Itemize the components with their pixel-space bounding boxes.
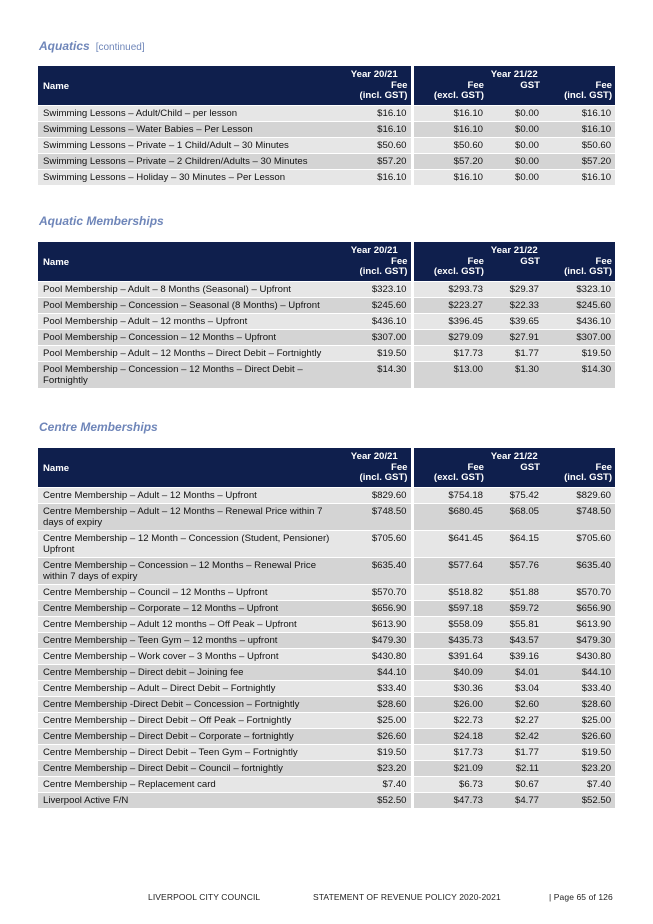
row-fee-excl: $396.45 <box>412 313 487 329</box>
row-fee-incl: $19.50 <box>543 744 615 760</box>
header-year-curr: Year 21/22 <box>412 242 615 257</box>
row-fee-excl: $223.27 <box>412 297 487 313</box>
centre-memberships-table <box>38 448 615 808</box>
row-fee-excl: $518.82 <box>412 584 487 600</box>
row-fee-incl: $705.60 <box>543 530 615 557</box>
row-fee-incl-prev: $307.00 <box>338 329 412 345</box>
row-gst: $1.77 <box>487 744 543 760</box>
table-row <box>38 169 615 185</box>
row-fee-incl-prev: $57.20 <box>338 153 412 169</box>
row-name: Centre Membership – Council – 12 Months – Upfront <box>38 584 338 600</box>
row-gst: $75.42 <box>487 487 543 503</box>
row-fee-incl-prev: $33.40 <box>338 680 412 696</box>
row-fee-excl: $680.45 <box>412 503 487 530</box>
row-gst: $1.77 <box>487 345 543 361</box>
header-gst: GST <box>487 257 543 282</box>
row-fee-incl: $748.50 <box>543 503 615 530</box>
row-fee-excl: $279.09 <box>412 329 487 345</box>
row-fee-excl: $24.18 <box>412 728 487 744</box>
row-fee-incl-prev: $50.60 <box>338 137 412 153</box>
row-name: Centre Membership – Work cover – 3 Months – Upfront <box>38 648 338 664</box>
table-row <box>38 712 615 728</box>
table-row <box>38 680 615 696</box>
row-gst: $51.88 <box>487 584 543 600</box>
row-fee-incl: $14.30 <box>543 361 615 388</box>
header-name: Name <box>38 448 338 487</box>
table-row <box>38 153 615 169</box>
header-year-prev: Year 20/21 <box>338 448 412 463</box>
row-fee-incl: $16.10 <box>543 105 615 121</box>
table-row <box>38 664 615 680</box>
row-fee-incl: $613.90 <box>543 616 615 632</box>
row-fee-incl: $19.50 <box>543 345 615 361</box>
aquatics-table <box>38 66 615 185</box>
header-fee-excl: Fee (excl. GST) <box>412 463 487 488</box>
row-fee-excl: $16.10 <box>412 121 487 137</box>
header-fee-incl: Fee (incl. GST) <box>543 81 615 106</box>
row-gst: $1.30 <box>487 361 543 388</box>
row-name: Centre Membership – Direct Debit – Teen Gym – Fortnightly <box>38 744 338 760</box>
row-fee-excl: $754.18 <box>412 487 487 503</box>
row-fee-excl: $22.73 <box>412 712 487 728</box>
row-name: Pool Membership – Adult – 12 months – Upfront <box>38 313 338 329</box>
row-gst: $0.00 <box>487 137 543 153</box>
row-fee-incl-prev: $25.00 <box>338 712 412 728</box>
row-fee-incl: $307.00 <box>543 329 615 345</box>
row-gst: $55.81 <box>487 616 543 632</box>
row-fee-incl: $430.80 <box>543 648 615 664</box>
table-row <box>38 137 615 153</box>
table-row <box>38 648 615 664</box>
row-fee-incl-prev: $635.40 <box>338 557 412 584</box>
table-row <box>38 792 615 808</box>
header-gst: GST <box>487 81 543 106</box>
header-year-prev: Year 20/21 <box>338 66 412 81</box>
row-gst: $43.57 <box>487 632 543 648</box>
aquatic-memberships-table <box>38 242 615 388</box>
row-fee-incl-prev: $656.90 <box>338 600 412 616</box>
row-fee-incl: $57.20 <box>543 153 615 169</box>
section-title-aquatic-memberships <box>39 214 164 228</box>
header-gst: GST <box>487 463 543 488</box>
row-fee-incl-prev: $829.60 <box>338 487 412 503</box>
row-fee-incl: $479.30 <box>543 632 615 648</box>
row-fee-excl: $641.45 <box>412 530 487 557</box>
header-fee-incl-prev: Fee (incl. GST) <box>338 257 412 282</box>
row-fee-excl: $26.00 <box>412 696 487 712</box>
row-fee-incl-prev: $613.90 <box>338 616 412 632</box>
row-fee-incl: $26.60 <box>543 728 615 744</box>
table-row <box>38 121 615 137</box>
row-fee-excl: $577.64 <box>412 557 487 584</box>
continued-label: [continued] <box>95 42 145 53</box>
row-fee-incl-prev: $28.60 <box>338 696 412 712</box>
row-gst: $0.00 <box>487 121 543 137</box>
row-fee-excl: $40.09 <box>412 664 487 680</box>
row-gst: $29.37 <box>487 281 543 297</box>
table-row <box>38 281 615 297</box>
row-fee-incl: $44.10 <box>543 664 615 680</box>
section-title-aquatics <box>39 39 145 53</box>
row-fee-excl: $391.64 <box>412 648 487 664</box>
table-row <box>38 105 615 121</box>
row-name: Centre Membership – Adult – 12 Months – Upfront <box>38 487 338 503</box>
row-fee-excl: $17.73 <box>412 744 487 760</box>
row-name: Centre Membership – Adult – Direct Debit – Fortnightly <box>38 680 338 696</box>
row-fee-incl-prev: $16.10 <box>338 121 412 137</box>
row-fee-incl-prev: $26.60 <box>338 728 412 744</box>
row-name: Swimming Lessons – Holiday – 30 Minutes – Per Lesson <box>38 169 338 185</box>
row-fee-incl-prev: $748.50 <box>338 503 412 530</box>
row-name: Pool Membership – Concession – 12 Months – Direct Debit – Fortnightly <box>38 361 338 388</box>
row-fee-excl: $435.73 <box>412 632 487 648</box>
row-fee-excl: $13.00 <box>412 361 487 388</box>
row-fee-incl-prev: $245.60 <box>338 297 412 313</box>
row-gst: $57.76 <box>487 557 543 584</box>
table-row <box>38 557 615 584</box>
row-fee-excl: $21.09 <box>412 760 487 776</box>
row-name: Centre Membership – Direct Debit – Corporate – fortnightly <box>38 728 338 744</box>
header-year-prev: Year 20/21 <box>338 242 412 257</box>
row-gst: $68.05 <box>487 503 543 530</box>
row-gst: $2.60 <box>487 696 543 712</box>
table-row <box>38 361 615 388</box>
row-gst: $39.65 <box>487 313 543 329</box>
row-fee-incl: $16.10 <box>543 169 615 185</box>
row-fee-incl-prev: $7.40 <box>338 776 412 792</box>
table-row <box>38 600 615 616</box>
table-row <box>38 503 615 530</box>
row-gst: $3.04 <box>487 680 543 696</box>
row-name: Centre Membership – Adult 12 months – Off Peak – Upfront <box>38 616 338 632</box>
row-gst: $0.00 <box>487 169 543 185</box>
row-fee-excl: $293.73 <box>412 281 487 297</box>
row-name: Centre Membership – Replacement card <box>38 776 338 792</box>
row-gst: $2.11 <box>487 760 543 776</box>
row-fee-incl-prev: $19.50 <box>338 345 412 361</box>
row-fee-incl: $7.40 <box>543 776 615 792</box>
section-title-text: Aquatic Memberships <box>39 214 164 228</box>
row-fee-excl: $30.36 <box>412 680 487 696</box>
row-fee-incl-prev: $570.70 <box>338 584 412 600</box>
row-fee-incl: $245.60 <box>543 297 615 313</box>
table-row <box>38 632 615 648</box>
row-fee-incl: $50.60 <box>543 137 615 153</box>
row-fee-incl: $28.60 <box>543 696 615 712</box>
header-year-curr: Year 21/22 <box>412 448 615 463</box>
row-fee-excl: $17.73 <box>412 345 487 361</box>
row-fee-incl-prev: $44.10 <box>338 664 412 680</box>
row-fee-incl: $23.20 <box>543 760 615 776</box>
header-fee-excl: Fee (excl. GST) <box>412 257 487 282</box>
row-name: Swimming Lessons – Water Babies – Per Lesson <box>38 121 338 137</box>
footer-doc-title: STATEMENT OF REVENUE POLICY 2020-2021 <box>313 892 501 902</box>
row-name: Centre Membership – Corporate – 12 Months – Upfront <box>38 600 338 616</box>
footer-page-number: | Page 65 of 126 <box>549 892 613 902</box>
table-row <box>38 760 615 776</box>
table-row <box>38 297 615 313</box>
row-fee-incl: $16.10 <box>543 121 615 137</box>
row-fee-incl-prev: $23.20 <box>338 760 412 776</box>
row-name: Centre Membership – 12 Month – Concession (Student, Pensioner) Upfront <box>38 530 338 557</box>
row-fee-incl-prev: $479.30 <box>338 632 412 648</box>
row-name: Centre Membership – Teen Gym – 12 months – upfront <box>38 632 338 648</box>
header-year-curr: Year 21/22 <box>412 66 615 81</box>
row-fee-incl-prev: $14.30 <box>338 361 412 388</box>
row-name: Pool Membership – Concession – Seasonal (8 Months) – Upfront <box>38 297 338 313</box>
row-fee-incl-prev: $16.10 <box>338 169 412 185</box>
section-title-centre-memberships <box>39 420 158 434</box>
row-gst: $22.33 <box>487 297 543 313</box>
table-row <box>38 487 615 503</box>
row-name: Pool Membership – Concession – 12 Months – Upfront <box>38 329 338 345</box>
row-gst: $2.42 <box>487 728 543 744</box>
header-fee-excl: Fee (excl. GST) <box>412 81 487 106</box>
row-gst: $4.01 <box>487 664 543 680</box>
row-fee-excl: $50.60 <box>412 137 487 153</box>
table-row <box>38 728 615 744</box>
header-fee-incl-prev: Fee (incl. GST) <box>338 81 412 106</box>
row-fee-incl: $25.00 <box>543 712 615 728</box>
row-fee-incl: $323.10 <box>543 281 615 297</box>
row-fee-incl: $656.90 <box>543 600 615 616</box>
row-fee-excl: $558.09 <box>412 616 487 632</box>
row-fee-incl-prev: $430.80 <box>338 648 412 664</box>
table-row <box>38 616 615 632</box>
header-fee-incl: Fee (incl. GST) <box>543 257 615 282</box>
table-row <box>38 530 615 557</box>
row-name: Swimming Lessons – Private – 2 Children/Adults – 30 Minutes <box>38 153 338 169</box>
header-fee-incl: Fee (incl. GST) <box>543 463 615 488</box>
row-name: Centre Membership – Adult – 12 Months – Renewal Price within 7 days of expiry <box>38 503 338 530</box>
header-name: Name <box>38 66 338 105</box>
row-fee-incl-prev: $52.50 <box>338 792 412 808</box>
table-row <box>38 744 615 760</box>
header-fee-incl-prev: Fee (incl. GST) <box>338 463 412 488</box>
row-name: Centre Membership – Direct Debit – Council – fortnightly <box>38 760 338 776</box>
row-name: Centre Membership – Direct Debit – Off Peak – Fortnightly <box>38 712 338 728</box>
footer-org: LIVERPOOL CITY COUNCIL <box>148 892 261 902</box>
table-row <box>38 329 615 345</box>
row-name: Pool Membership – Adult – 12 Months – Direct Debit – Fortnightly <box>38 345 338 361</box>
row-fee-incl: $829.60 <box>543 487 615 503</box>
row-fee-incl-prev: $16.10 <box>338 105 412 121</box>
row-gst: $2.27 <box>487 712 543 728</box>
row-gst: $0.00 <box>487 153 543 169</box>
table-row <box>38 313 615 329</box>
header-name: Name <box>38 242 338 281</box>
table-row <box>38 696 615 712</box>
row-gst: $0.00 <box>487 105 543 121</box>
row-name: Centre Membership – Concession – 12 Months – Renewal Price within 7 days of expiry <box>38 557 338 584</box>
row-fee-incl: $52.50 <box>543 792 615 808</box>
row-fee-excl: $16.10 <box>412 105 487 121</box>
row-fee-incl-prev: $323.10 <box>338 281 412 297</box>
row-fee-excl: $16.10 <box>412 169 487 185</box>
row-fee-incl: $33.40 <box>543 680 615 696</box>
row-name: Pool Membership – Adult – 8 Months (Seasonal) – Upfront <box>38 281 338 297</box>
row-fee-incl-prev: $705.60 <box>338 530 412 557</box>
table-row <box>38 584 615 600</box>
table-row <box>38 345 615 361</box>
section-title-text: Aquatics <box>39 39 90 53</box>
row-gst: $64.15 <box>487 530 543 557</box>
table-row <box>38 776 615 792</box>
row-fee-excl: $6.73 <box>412 776 487 792</box>
row-gst: $39.16 <box>487 648 543 664</box>
row-fee-incl-prev: $19.50 <box>338 744 412 760</box>
row-name: Centre Membership -Direct Debit – Concession – Fortnightly <box>38 696 338 712</box>
row-fee-excl: $57.20 <box>412 153 487 169</box>
row-name: Centre Membership – Direct debit – Joining fee <box>38 664 338 680</box>
row-name: Liverpool Active F/N <box>38 792 338 808</box>
row-name: Swimming Lessons – Private – 1 Child/Adult – 30 Minutes <box>38 137 338 153</box>
row-fee-excl: $47.73 <box>412 792 487 808</box>
row-gst: $59.72 <box>487 600 543 616</box>
row-gst: $4.77 <box>487 792 543 808</box>
row-name: Swimming Lessons – Adult/Child – per lesson <box>38 105 338 121</box>
section-title-text: Centre Memberships <box>39 420 158 434</box>
row-gst: $27.91 <box>487 329 543 345</box>
row-fee-excl: $597.18 <box>412 600 487 616</box>
row-fee-incl: $436.10 <box>543 313 615 329</box>
row-fee-incl-prev: $436.10 <box>338 313 412 329</box>
row-fee-incl: $635.40 <box>543 557 615 584</box>
row-fee-incl: $570.70 <box>543 584 615 600</box>
row-gst: $0.67 <box>487 776 543 792</box>
